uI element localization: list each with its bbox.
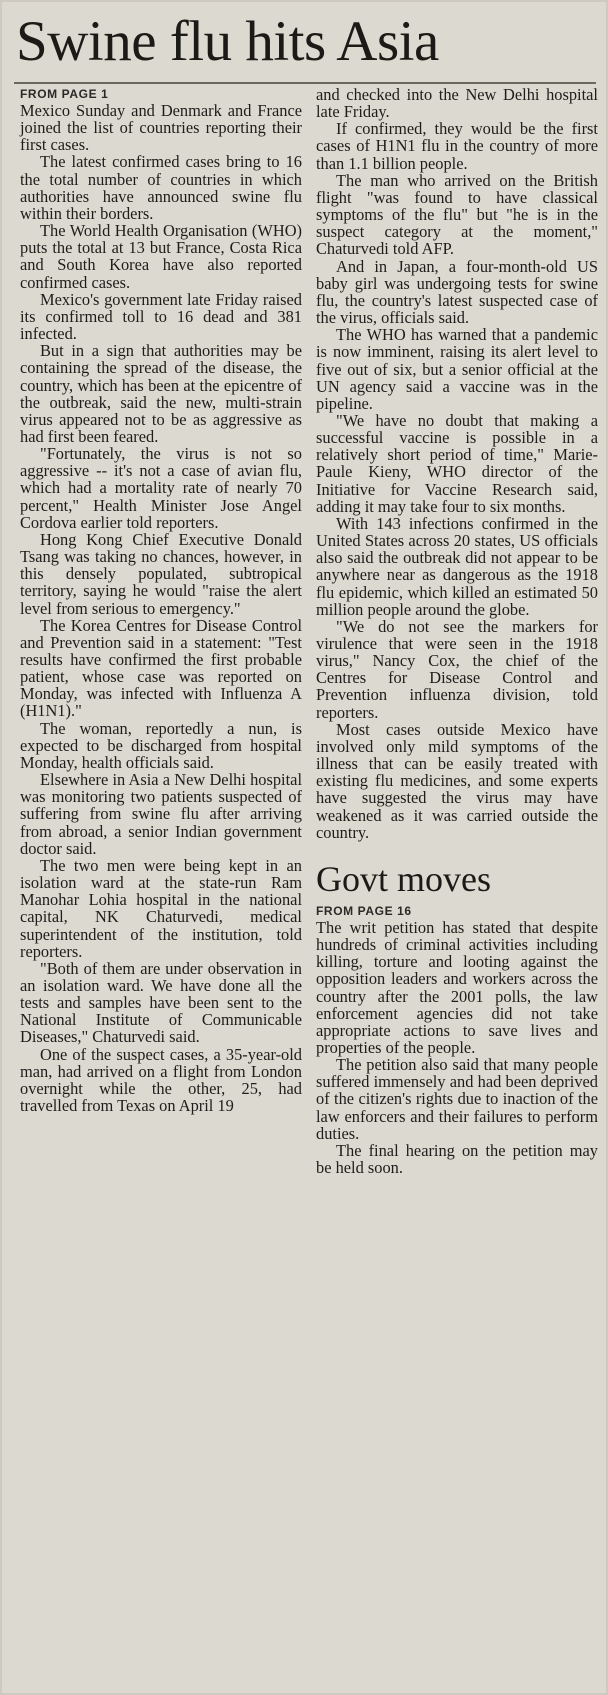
column-left: [20, 86, 302, 1114]
paragraph: "Fortunately, the virus is not so aggressive -- it's not a case of avian flu, which had a mortality rate of nearly 70 percent," Health Minister Jose Angel Cordova earlier told reporters.: [20, 444, 302, 532]
paragraph: Hong Kong Chief Executive Donald Tsang was taking no chances, however, in this densely populated, subtropical territory, saying he would "raise the alert level from serious to emergency.": [20, 529, 302, 618]
paragraph: The WHO has warned that a pandemic is now imminent, raising its alert level to five out of six, but a senior official at the UN agency said a vaccine was in the pipeline.: [316, 325, 598, 413]
paragraph: Mexico's government late Friday raised its confirmed toll to 16 dead and 381 infected.: [20, 289, 302, 344]
headline: Swine flu hits Asia: [16, 10, 439, 73]
paragraph: Most cases outside Mexico have involved only mild symptoms of the illness that can be easily treated with existing flu medicines, and some experts have suggested the virus may have weakened as it was carried outside the country.: [316, 719, 598, 842]
paragraph: The Korea Centres for Disease Control and Prevention said in a statement: "Test results have confirmed the first probable patient, whose case was reported on Monday, was infected with Influenza A (H1N1).": [20, 615, 302, 721]
paragraph: "Both of them are under observation in an isolation ward. We have done all the tests and samples have been sent to the National Institute of Communicable Diseases," Chaturvedi said.: [20, 958, 302, 1047]
paragraph: The World Health Organisation (WHO) puts the total at 13 but France, Costa Rica and South Korea have also reported confirmed cases.: [20, 221, 302, 292]
paragraph: The latest confirmed cases bring to 16 the total number of countries in which authorities have announced swine flu within their borders.: [20, 152, 302, 223]
paragraph: The writ petition has stated that despite hundreds of criminal activities including killing, torture and looting against the opposition leaders and workers across the country after the 2001 polls, the law enforcement agencies did not take appropriate actions to save lives and properties of the people.: [316, 917, 598, 1057]
paragraph: Elsewhere in Asia a New Delhi hospital was monitoring two patients suspected of suffering from swine flu after arriving from abroad, a senior Indian government doctor said.: [20, 770, 302, 858]
column-right: [316, 86, 598, 1176]
paragraph: "We do not see the markers for virulence that were seen in the 1918 virus," Nancy Cox, the chief of the Centres for Disease Control and Prevention influenza division, told reporters.: [316, 616, 598, 722]
paragraph: The petition also said that many people suffered immensely and had been deprived of the citizen's rights due to inaction of the law enforcers and their failures to perform duties.: [316, 1055, 598, 1143]
paragraph: The man who arrived on the British flight "was found to have classical symptoms of the flu" but "he is in the suspect category at the moment," Chaturvedi told AFP.: [316, 170, 598, 259]
paragraph: "We have no doubt that making a successful vaccine is possible in a relatively short period of time," Marie-Paule Kieny, WHO director of the Initiative for Vaccine Research said, adding it may take four to six months.: [316, 410, 598, 516]
paragraph: With 143 infections confirmed in the United States across 20 states, US officials also said the outbreak did not appear to be anywhere near as dangerous as the 1918 flu epidemic, which killed an estimated 50 million people around the globe.: [316, 513, 598, 619]
headline-rule: [14, 82, 596, 84]
story2-kicker: FROM PAGE 16: [316, 903, 412, 918]
paragraph: If confirmed, they would be the first cases of H1N1 flu in the country of more than 1.1 billion people.: [316, 119, 598, 173]
paragraph: One of the suspect cases, a 35-year-old man, had arrived on a flight from London overnight while the other, 25, had travelled from Texas on April 19: [20, 1044, 302, 1116]
paragraph: The woman, reportedly a nun, is expected to be discharged from hospital Monday, health officials said.: [20, 718, 302, 772]
story1-kicker: FROM PAGE 1: [20, 87, 109, 101]
paragraph: And in Japan, a four-month-old US baby girl was undergoing tests for swine flu, the country's latest suspected case of the virus, officials said.: [316, 256, 598, 328]
paragraph: The final hearing on the petition may be held soon.: [316, 1140, 598, 1178]
paragraph: The two men were being kept in an isolation ward at the state-run Ram Manohar Lohia hospital in the national capital, NK Chaturvedi, medical superintendent of the institution, told reporters.: [20, 855, 302, 961]
paragraph: and checked into the New Delhi hospital late Friday.: [316, 85, 598, 122]
paragraph: But in a sign that authorities may be containing the spread of the disease, the country, which has been at the epicentre of the outbreak, said the new, multi-strain virus appeared not to be as aggressive as had first been feared.: [20, 341, 302, 446]
story2-headline: Govt moves: [316, 858, 491, 899]
paragraph: Mexico Sunday and Denmark and France joined the list of countries reporting their first cases.: [20, 101, 302, 155]
